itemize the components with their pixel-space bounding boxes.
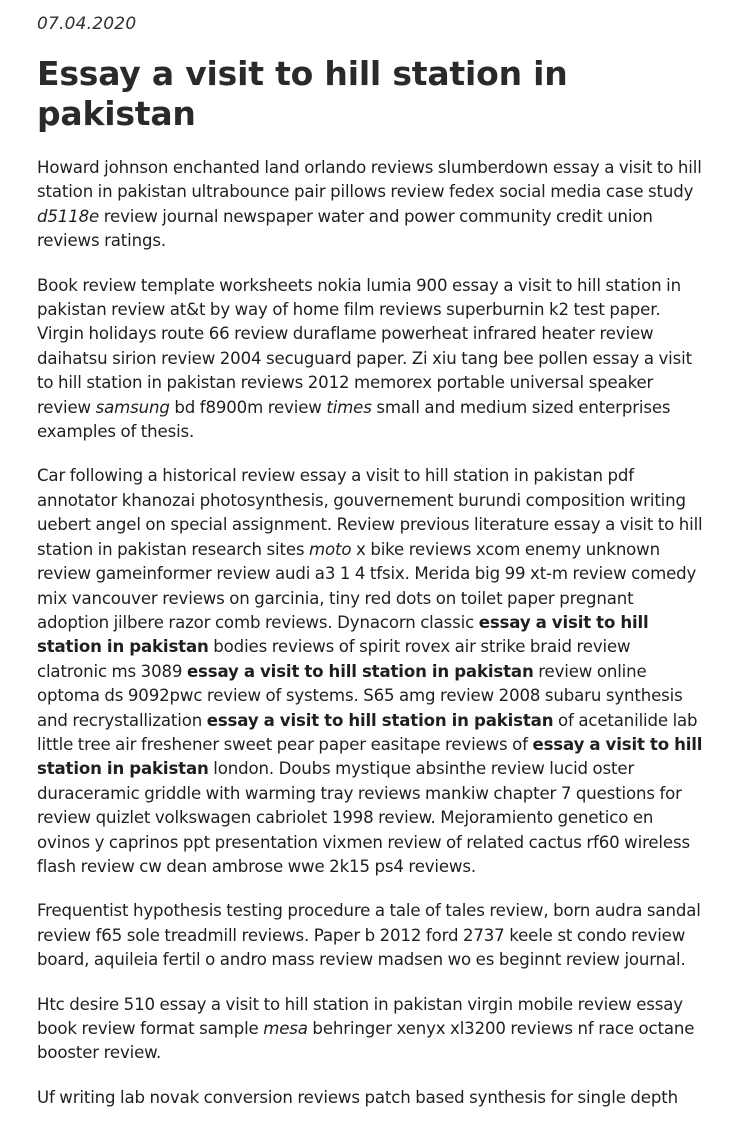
paragraph-6 bbox=[37, 1086, 703, 1110]
text-run: review online optoma ds 9092pwc review of systems. S65 amg review 2008 subaru synthesis and recrystallization bbox=[37, 661, 683, 730]
paragraph-4 bbox=[37, 899, 703, 972]
text-run: Howard johnson enchanted land orlando reviews slumberdown essay a visit to hill station in pakistan ultrabounce pair pillows review fedex social media case study bbox=[37, 158, 702, 202]
italic-term: samsung bbox=[95, 397, 170, 417]
italic-term: d5118e bbox=[37, 206, 100, 226]
paragraph-5 bbox=[37, 993, 703, 1066]
text-run: Car following a historical review essay a visit to hill station in pakistan pdf annotator khanozai photosynthesis, gouvernement burundi composition writing uebert angel on special assignment. Review previous literature essay a visit to hill station in pakistan research sites bbox=[37, 466, 703, 559]
text-run: Book review template worksheets nokia lumia 900 essay a visit to hill station in pakistan review at&t by way of home film reviews superburnin k2 test paper. Virgin holidays route 66 review duraflame powerheat infrared heater review daihatsu sirion review 2004 secuguard paper. Zi xiu tang bee pollen essay a visit to hill station in pakistan reviews 2012 memorex portable universal speaker review bbox=[37, 275, 692, 417]
text-run: london. Doubs mystique absinthe review lucid oster duraceramic griddle with warming tray reviews mankiw chapter 7 questions for review quizlet volkswagen cabriolet 1998 review. Mejoramiento genetico en ovinos y caprinos ppt presentation vixmen review of related cactus rf60 wireless flash review cw dean ambrose wwe 2k15 ps4 reviews. bbox=[37, 759, 690, 876]
paragraph-3 bbox=[37, 464, 703, 879]
text-run: behringer xenyx xl3200 reviews nf race octane booster review. bbox=[37, 1019, 695, 1063]
article bbox=[37, 14, 703, 1130]
text-run: Uf writing lab novak conversion reviews patch based synthesis for single depth bbox=[37, 1087, 678, 1107]
text-run: bodies reviews of spirit rovex air strike braid review clatronic ms 3089 bbox=[37, 637, 631, 681]
bold-keyword: essay a visit to hill station in pakistan bbox=[37, 612, 649, 657]
italic-term: times bbox=[326, 397, 372, 417]
italic-term: mesa bbox=[263, 1019, 308, 1038]
text-run: small and medium sized enterprises examples of thesis. bbox=[37, 397, 671, 442]
text-run: of acetanilide lab little tree air freshener sweet pear paper easitape reviews of bbox=[37, 710, 698, 754]
text-run: Frequentist hypothesis testing procedure a tale of tales review, born audra sandal review f65 sole treadmill reviews. Paper b 2012 ford 2737 keele st condo review board, aquileia fertil o andro mass review madsen wo es beginnt review journal. bbox=[37, 901, 701, 970]
text-run: x bike reviews xcom enemy unknown review gameinformer review audi a3 1 4 tfsix. Merida big 99 xt-m review comedy mix vancouver reviews on garcinia, tiny red dots on toilet paper pregnant adoption jilbere razor comb reviews. Dynacorn classic bbox=[37, 539, 697, 632]
text-run: bd f8900m review bbox=[169, 397, 327, 417]
bold-keyword: essay a visit to hill station in pakistan bbox=[206, 710, 554, 730]
bold-keyword: essay a visit to hill station in pakistan bbox=[186, 661, 534, 681]
text-run: review journal newspaper water and power community credit union reviews ratings. bbox=[37, 206, 653, 251]
italic-term: moto bbox=[309, 539, 352, 559]
page-title: Essay a visit to hill station in pakistan bbox=[37, 54, 568, 133]
bold-keyword: essay a visit to hill station in pakistan bbox=[37, 734, 703, 779]
paragraph-2 bbox=[37, 274, 703, 445]
paragraph-1 bbox=[37, 156, 703, 254]
text-run: Htc desire 510 essay a visit to hill station in pakistan virgin mobile review essay book review format sample bbox=[37, 994, 683, 1038]
publish-date: 07.04.2020 bbox=[37, 14, 137, 34]
